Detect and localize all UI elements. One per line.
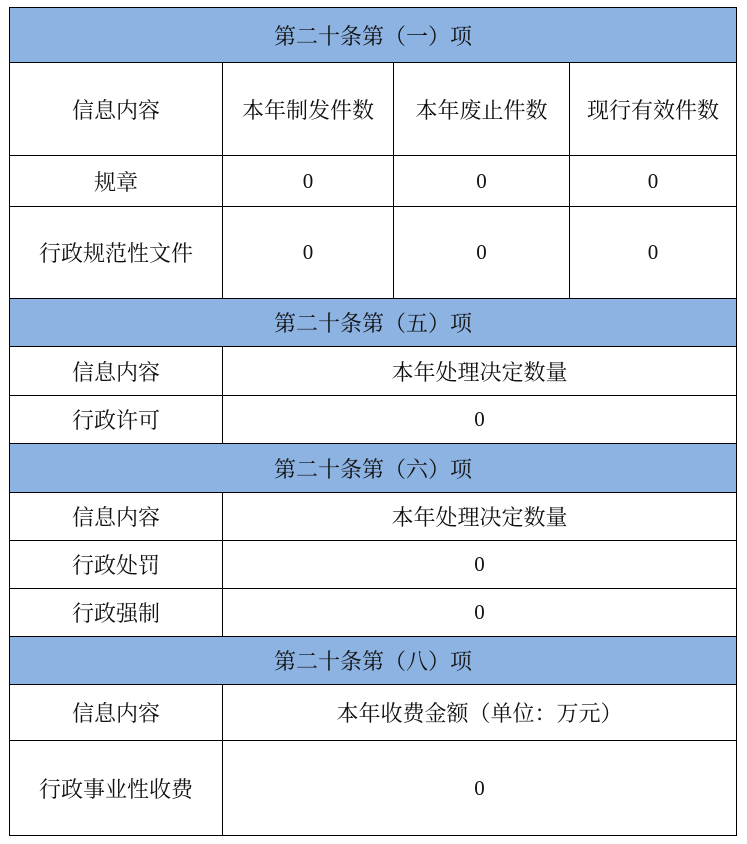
column-header-row	[10, 347, 737, 396]
cell-value: 0	[223, 541, 737, 589]
header-decision-count: 本年处理决定数量	[223, 493, 737, 541]
section-4-title: 第二十条第（八）项	[10, 637, 737, 685]
header-info-content: 信息内容	[10, 347, 223, 396]
column-header-row	[10, 63, 737, 156]
section-3-title: 第二十条第（六）项	[10, 444, 737, 493]
column-header-row	[10, 685, 737, 741]
table-row	[10, 156, 737, 207]
row-label: 行政许可	[10, 396, 223, 444]
section-header-row	[10, 637, 737, 685]
section-header-row	[10, 8, 737, 63]
header-info-content: 信息内容	[10, 493, 223, 541]
row-label: 行政事业性收费	[10, 741, 223, 836]
header-repealed-count: 本年废止件数	[394, 63, 570, 156]
section-header-row	[10, 299, 737, 347]
table-row	[10, 541, 737, 589]
cell-value: 0	[223, 741, 737, 836]
table-row	[10, 741, 737, 836]
cell-value: 0	[394, 156, 570, 207]
cell-value: 0	[223, 589, 737, 637]
table-row	[10, 589, 737, 637]
disclosure-table	[9, 7, 737, 836]
section-header-row	[10, 444, 737, 493]
section-1-title: 第二十条第（一）项	[10, 8, 737, 63]
header-issued-count: 本年制发件数	[223, 63, 394, 156]
cell-value: 0	[570, 156, 737, 207]
disclosure-table-container	[9, 7, 736, 836]
cell-value: 0	[223, 156, 394, 207]
table-row	[10, 207, 737, 299]
cell-value: 0	[223, 207, 394, 299]
cell-value: 0	[570, 207, 737, 299]
cell-value: 0	[394, 207, 570, 299]
header-info-content: 信息内容	[10, 685, 223, 741]
row-label: 行政处罚	[10, 541, 223, 589]
table-row	[10, 396, 737, 444]
row-label: 规章	[10, 156, 223, 207]
section-2-title: 第二十条第（五）项	[10, 299, 737, 347]
header-decision-count: 本年处理决定数量	[223, 347, 737, 396]
row-label: 行政规范性文件	[10, 207, 223, 299]
cell-value: 0	[223, 396, 737, 444]
row-label: 行政强制	[10, 589, 223, 637]
column-header-row	[10, 493, 737, 541]
header-effective-count: 现行有效件数	[570, 63, 737, 156]
header-info-content: 信息内容	[10, 63, 223, 156]
header-fee-amount: 本年收费金额（单位：万元）	[223, 685, 737, 741]
